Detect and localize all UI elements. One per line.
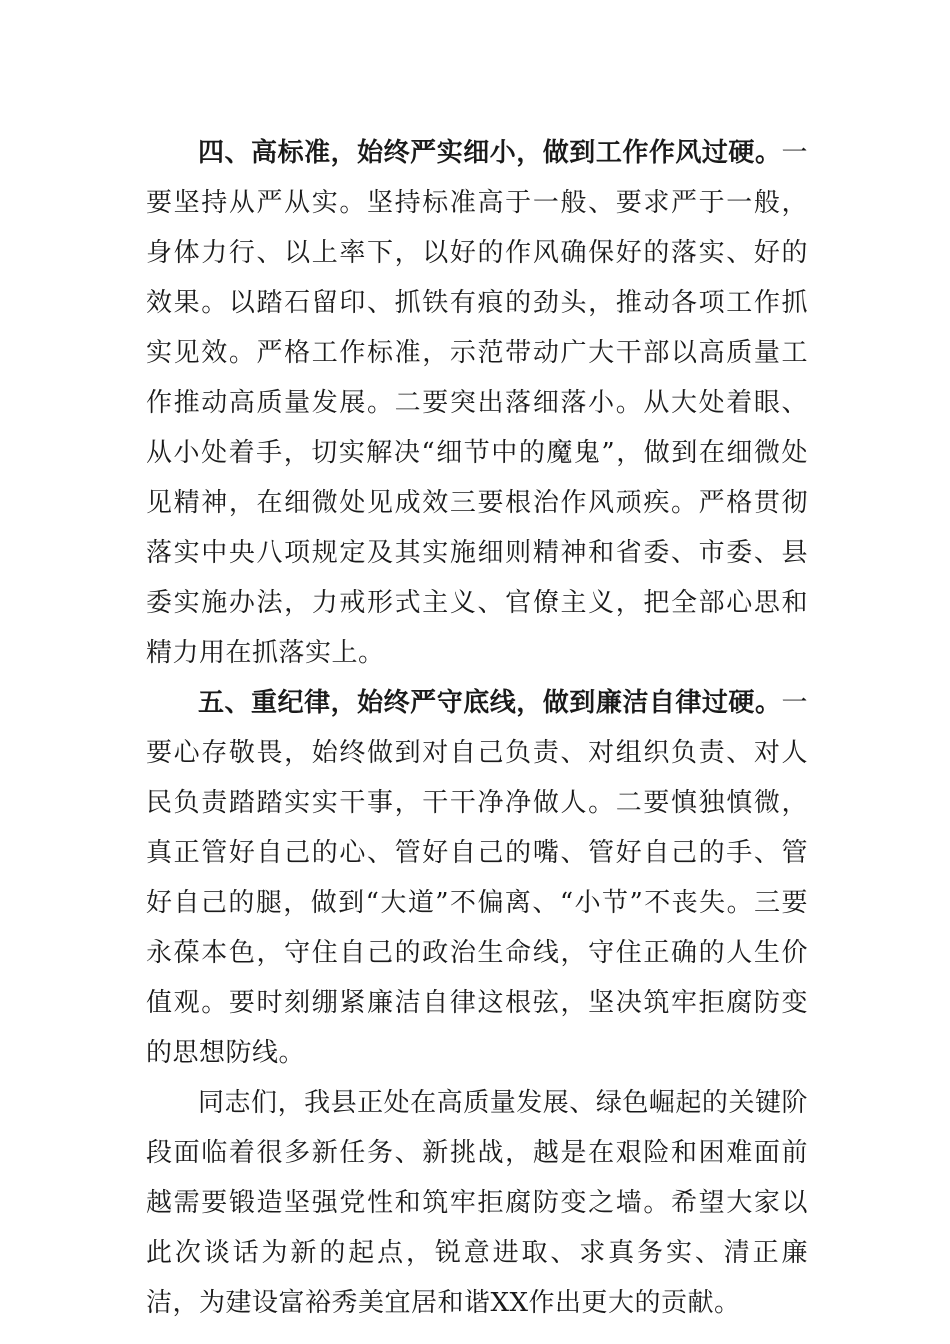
paragraph-text: 一要心存敬畏，始终做到对自己负责、对组织负责、对人民负责踏踏实实干事，干干净净做人。二要慎独慎微，真正管好自己的心、管好自己的嘴、管好自己的手、管好自己的腿，做到“大道”不偏离、“小节”不丧失。三要永葆本色，守住自己的政治生命线，守住正确的人生价值观。要时刻绷紧廉洁自律这根弦，坚决筑牢拒腐防变的思想防线。	[146, 688, 808, 1068]
paragraph-heading: 四、高标准，始终严实细小，做到工作作风过硬。	[198, 138, 782, 168]
paragraph-heading: 五、重纪律，始终严守底线，做到廉洁自律过硬。	[198, 688, 782, 718]
paragraph-closing	[146, 1078, 808, 1328]
paragraph-text: 同志们，我县正处在高质量发展、绿色崛起的关键阶段面临着很多新任务、新挑战，越是在艰险和困难面前越需要锻造坚强党性和筑牢拒腐防变之墙。希望大家以此次谈话为新的起点，锐意进取、求真务实、清正廉洁，为建设富裕秀美宜居和谐XX作出更大的贡献。	[146, 1088, 808, 1318]
document-body	[146, 128, 808, 1328]
paragraph-discipline	[146, 678, 808, 1078]
paragraph-work-style	[146, 128, 808, 678]
paragraph-text: 一要坚持从严从实。坚持标准高于一般、要求严于一般，身体力行、以上率下，以好的作风确保好的落实、好的效果。以踏石留印、抓铁有痕的劲头，推动各项工作抓实见效。严格工作标准，示范带动广大干部以高质量工作推动高质量发展。二要突出落细落小。从大处着眼、从小处着手，切实解决“细节中的魔鬼”，做到在细微处见精神，在细微处见成效三要根治作风顽疾。严格贯彻落实中央八项规定及其实施细则精神和省委、市委、县委实施办法，力戒形式主义、官僚主义，把全部心思和精力用在抓落实上。	[146, 138, 808, 668]
